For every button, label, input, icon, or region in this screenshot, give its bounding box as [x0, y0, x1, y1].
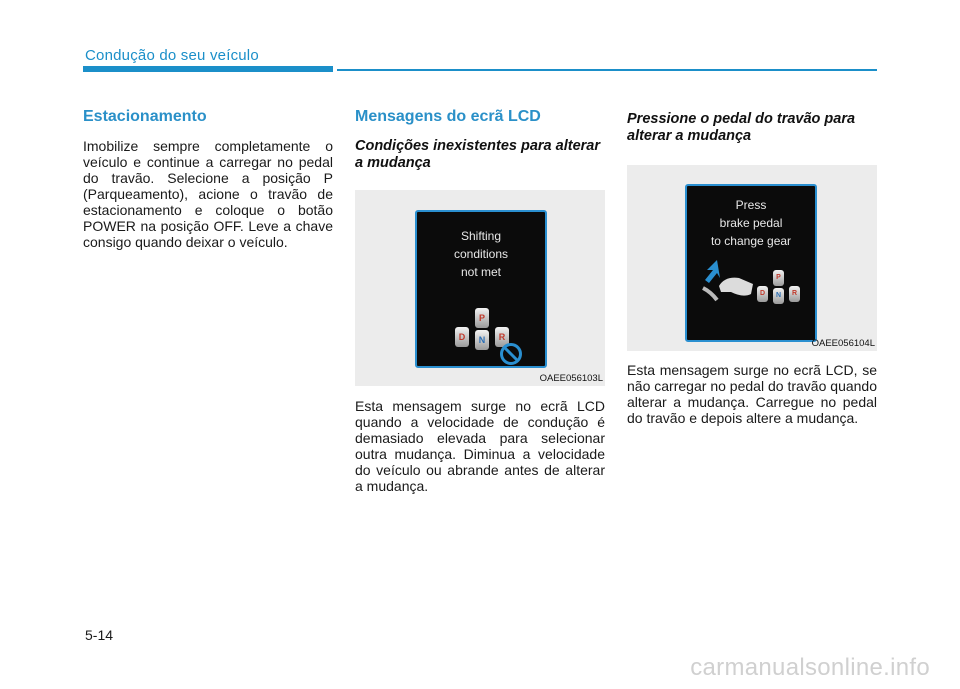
gear-key-p: P: [773, 270, 784, 286]
figure-code: OAEE056103L: [539, 373, 603, 384]
gear-key-n: N: [475, 330, 489, 350]
lcd-message: Press brake pedal to change gear: [710, 198, 792, 248]
lcd-screen: [685, 184, 817, 342]
brake-pedal-icon: [701, 258, 757, 302]
gear-key-p: P: [475, 308, 489, 328]
gear-key-r: R: [495, 327, 509, 347]
shift-conditions-paragraph: Esta mensagem surge no ecrã LCD quando a velocidade de condução é demasiado elevada para selecionar outra mudança. Diminua a velocidade do veículo ou abrande antes de alterar a mudança.: [355, 398, 605, 494]
figure-code: OAEE056104L: [811, 338, 875, 349]
prohibited-icon: [499, 342, 523, 366]
subheading-press-brake: Pressione o pedal do travão para alterar a mudança: [627, 111, 856, 144]
figure-shift-conditions: [355, 190, 605, 386]
parking-paragraph: Imobilize sempre completamente o veículo e continue a carregar no pedal do travão. Selecione a posição P (Parqueamento), acione o travão de estacionamento e coloque o botão POWER na posição OFF. Leve a chave consigo quando deixar o veículo.: [83, 138, 333, 250]
page-number: 5-14: [85, 627, 114, 643]
lcd-screen: [415, 210, 547, 368]
header-rule: [337, 69, 877, 71]
gear-key-r: R: [789, 286, 800, 302]
column-lcd-messages: [355, 108, 605, 494]
column-brake-message: [627, 108, 877, 426]
column-parking: [83, 108, 333, 250]
section-heading-lcd: Mensagens do ecrã LCD: [355, 108, 541, 125]
section-heading-parking: Estacionamento: [83, 108, 207, 125]
figure-press-brake: [627, 165, 877, 351]
watermark: carmanualsonline.info: [690, 654, 930, 681]
subheading-shift-conditions: Condições inexistentes para alterar a mudança: [355, 138, 600, 171]
gear-key-n: N: [773, 288, 784, 304]
header-title: Condução do seu veículo: [85, 47, 259, 64]
gear-key-d: D: [455, 327, 469, 347]
header-bar: [83, 66, 333, 72]
gear-key-d: D: [757, 286, 768, 302]
press-brake-paragraph: Esta mensagem surge no ecrã LCD, se não carregar no pedal do travão quando alterar a mudança. Carregue no pedal do travão e depois altere a mudança.: [627, 362, 877, 426]
lcd-message: Shifting conditions not met: [453, 229, 509, 279]
